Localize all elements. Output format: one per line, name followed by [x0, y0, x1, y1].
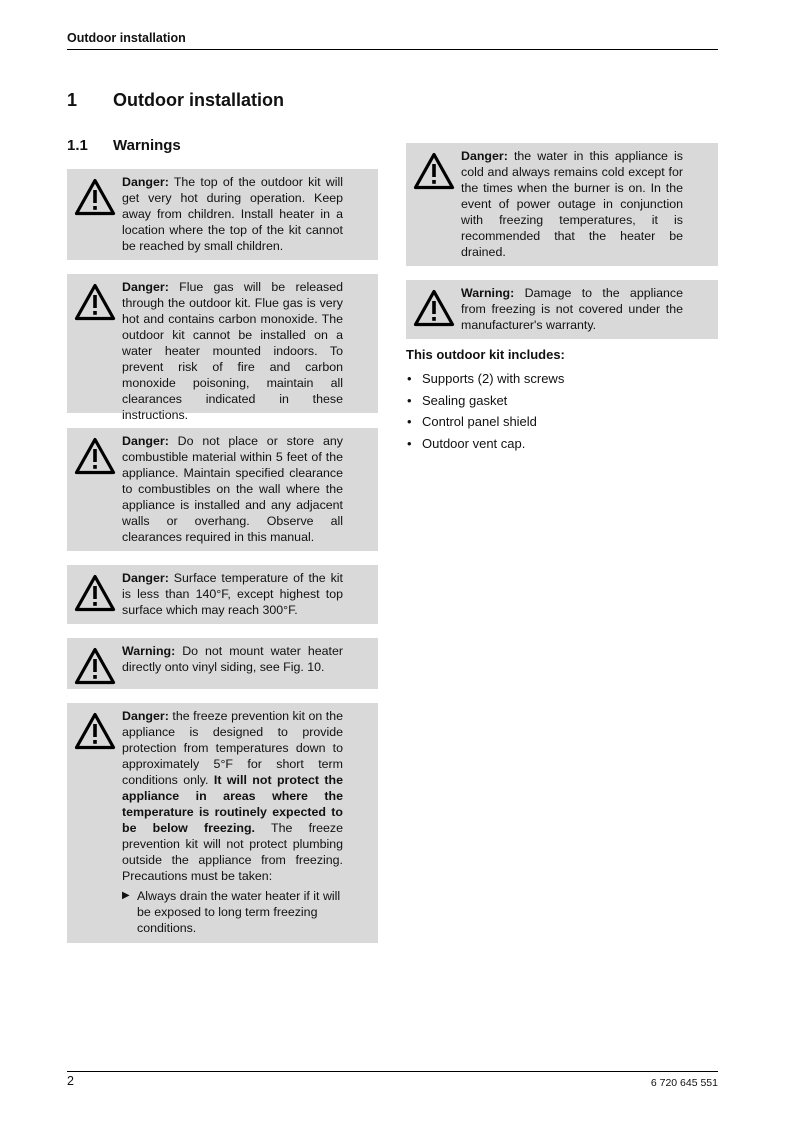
- document-number: 6 720 645 551: [650, 1077, 718, 1089]
- kit-contents-list: [406, 368, 564, 454]
- warning-label: Danger:: [122, 175, 169, 189]
- subsection-heading: [67, 137, 181, 154]
- warning-text: the freeze prevention kit on the appliance is designed to provide protection from temperatures down to approximately 5°F for short term conditions only.: [122, 709, 343, 787]
- list-item: [406, 368, 564, 390]
- warning-label: Danger:: [461, 149, 508, 163]
- warning-box: [67, 274, 378, 422]
- kit-item-text: Outdoor vent cap.: [422, 435, 526, 451]
- warning-box: [67, 638, 378, 689]
- kit-item-text: Sealing gasket: [422, 392, 508, 408]
- kit-item-text: Control panel shield: [422, 414, 537, 429]
- subsection-title: Warnings: [113, 137, 181, 154]
- bullet-icon: •: [407, 414, 412, 429]
- warning-label: Warning:: [122, 644, 176, 658]
- warning-text: the water in this appliance is cold and always remains cold except for the times when the burner is on. In the event of power outage in conjunction with freezing temperatures, it is recommended that the heater be drained.: [461, 149, 683, 259]
- warning-label: Warning:: [461, 286, 515, 300]
- section-title: Outdoor installation: [113, 90, 284, 110]
- warning-triangle-icon: [74, 574, 116, 612]
- kit-contents-title: This outdoor kit includes:: [406, 347, 565, 362]
- list-item: [406, 390, 564, 412]
- warning-text: Damage to the appliance from freezing is not covered under the manufacturer's warranty.: [461, 286, 683, 332]
- warning-triangle-icon: [74, 712, 116, 750]
- bullet-icon: •: [407, 435, 412, 451]
- warning-label: Danger:: [122, 571, 169, 585]
- running-header-title: Outdoor installation: [67, 31, 186, 45]
- warning-label: Danger:: [122, 709, 169, 723]
- precaution-item: [122, 888, 343, 936]
- warning-text: The freeze prevention kit will not protect plumbing outside the appliance from freezing. Precautions must be taken:: [122, 821, 344, 883]
- warning-triangle-icon: [74, 283, 116, 321]
- warning-box: [406, 143, 718, 266]
- kit-item-text: Supports (2) with screws: [422, 371, 565, 386]
- page-number: 2: [67, 1074, 74, 1088]
- warning-box: [67, 169, 378, 260]
- warning-text: Do not mount water heater directly onto vinyl siding, see Fig. 10.: [122, 644, 343, 674]
- warning-text: Flue gas will be released through the outdoor kit. Flue gas is very hot and contains carbon monoxide. The outdoor kit cannot be installed on a water heater mounted indoors. To prevent risk of fire and carbon monoxide poisoning, maintain all clearances indicated in these instructions.: [122, 280, 343, 422]
- section-heading: [67, 90, 284, 111]
- subsection-number: 1.1: [67, 137, 88, 154]
- warning-box: [406, 280, 718, 339]
- warning-emphasis: It will not protect the appliance in areas where the temperature is routinely expected to be below freezing.: [122, 773, 343, 835]
- list-item: [406, 433, 564, 455]
- list-item: [406, 411, 564, 433]
- arrow-right-icon: ▶: [122, 890, 130, 901]
- warning-triangle-icon: [413, 152, 455, 190]
- warning-text: Surface temperature of the kit is less than 140°F, except highest top surface which may reach 300°F.: [122, 571, 343, 617]
- warning-label: Danger:: [122, 280, 169, 294]
- warning-triangle-icon: [74, 647, 116, 685]
- warning-label: Danger:: [122, 434, 169, 448]
- bullet-icon: •: [407, 392, 412, 408]
- bullet-icon: •: [407, 371, 412, 386]
- warning-triangle-icon: [413, 289, 455, 327]
- warning-triangle-icon: [74, 178, 116, 216]
- section-number: 1: [67, 90, 78, 110]
- warning-text: The top of the outdoor kit will get very hot during operation. Keep away from children. Install heater in a location where the top of the kit cannot be reached by small children.: [122, 175, 343, 253]
- header-rule: [67, 49, 718, 50]
- warning-box: [67, 565, 378, 624]
- warning-box: [67, 703, 378, 943]
- precaution-text: Always drain the water heater if it will be exposed to long term freezing conditions.: [137, 889, 341, 935]
- footer-rule: [67, 1071, 718, 1072]
- warning-box: [67, 428, 378, 551]
- warning-triangle-icon: [74, 437, 116, 475]
- warning-text: Do not place or store any combustible material within 5 feet of the appliance. Maintain specified clearance to combustibles on the wall where the appliance is installed and any adjacent walls or overhang. Observe all clearances required in this manual.: [122, 434, 343, 544]
